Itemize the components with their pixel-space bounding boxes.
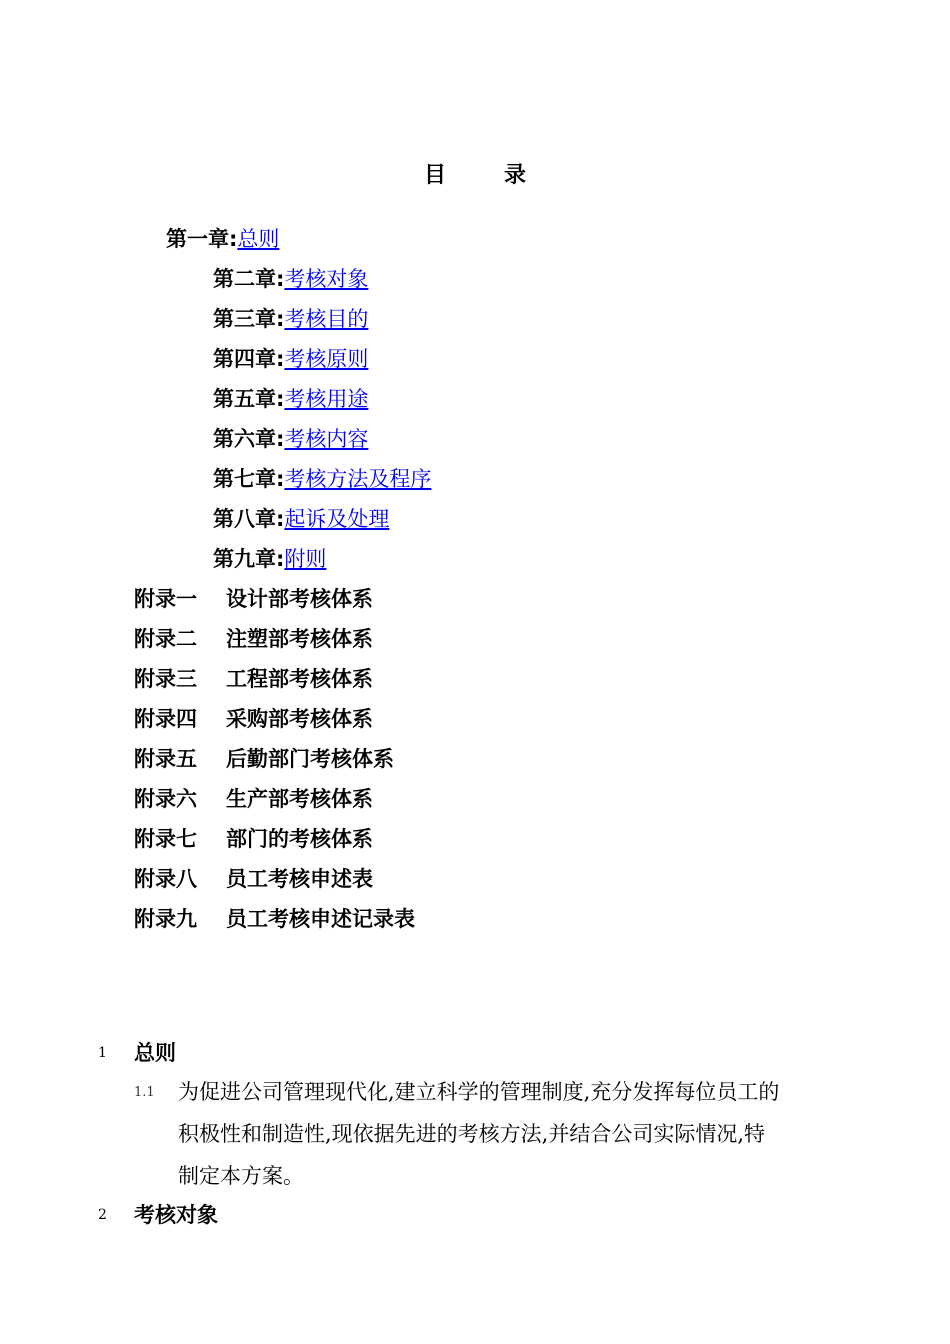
toc-chapter: 第五章: xyxy=(213,387,285,411)
toc-item-7 xyxy=(213,464,431,494)
paragraph-line: 积极性和制造性,现依据先进的考核方法,并结合公司实际情况,特 xyxy=(178,1122,766,1146)
paragraph-line: 为促进公司管理现代化,建立科学的管理制度,充分发挥每位员工的 xyxy=(178,1080,780,1104)
toc-chapter: 第七章: xyxy=(213,467,285,491)
section-number: 2 xyxy=(98,1207,107,1223)
paragraph-line: 制定本方案。 xyxy=(178,1164,304,1188)
appendix-item xyxy=(134,624,373,654)
appendix-item xyxy=(134,784,373,814)
toc-link-appeals[interactable]: 起诉及处理 xyxy=(284,507,390,531)
toc-item-2 xyxy=(213,264,368,294)
appendix-number: 附录七 xyxy=(134,827,197,851)
toc-chapter: 第八章: xyxy=(213,507,285,531)
appendix-item xyxy=(134,864,373,894)
appendix-number: 附录六 xyxy=(134,787,197,811)
toc-link-content[interactable]: 考核内容 xyxy=(284,427,369,451)
toc-link-purpose[interactable]: 考核目的 xyxy=(284,307,369,331)
appendix-item xyxy=(134,824,373,854)
appendix-name: 工程部考核体系 xyxy=(226,667,373,691)
section-paragraph xyxy=(178,1071,858,1197)
appendix-name: 后勤部门考核体系 xyxy=(226,747,394,771)
appendix-number: 附录九 xyxy=(134,907,197,931)
appendix-item xyxy=(134,904,415,934)
appendix-name: 员工考核申述表 xyxy=(226,867,373,891)
toc-chapter: 第六章: xyxy=(213,427,285,451)
toc-item-1 xyxy=(166,224,279,254)
page-title xyxy=(0,158,950,189)
toc-link-methods[interactable]: 考核方法及程序 xyxy=(284,467,432,491)
appendix-name: 注塑部考核体系 xyxy=(226,627,373,651)
appendix-item xyxy=(134,664,373,694)
toc-link-supplementary[interactable]: 附则 xyxy=(284,547,327,571)
title-right: 录 xyxy=(504,163,527,188)
subsection-number: 1.1 xyxy=(134,1085,155,1100)
appendix-name: 采购部考核体系 xyxy=(226,707,373,731)
appendix-item xyxy=(134,744,394,774)
toc-item-6 xyxy=(213,424,368,454)
toc-chapter: 第九章: xyxy=(213,547,285,571)
section-title: 考核对象 xyxy=(134,1203,218,1227)
toc-item-8 xyxy=(213,504,389,534)
toc-link-objects[interactable]: 考核对象 xyxy=(284,267,369,291)
appendix-item xyxy=(134,704,373,734)
appendix-number: 附录四 xyxy=(134,707,197,731)
appendix-number: 附录三 xyxy=(134,667,197,691)
appendix-name: 生产部考核体系 xyxy=(226,787,373,811)
toc-link-general[interactable]: 总则 xyxy=(237,227,280,251)
toc-link-principles[interactable]: 考核原则 xyxy=(284,347,369,371)
section-number: 1 xyxy=(98,1045,107,1061)
appendix-name: 部门的考核体系 xyxy=(226,827,373,851)
appendix-name: 员工考核申述记录表 xyxy=(226,907,415,931)
toc-chapter: 第二章: xyxy=(213,267,285,291)
toc-chapter: 第四章: xyxy=(213,347,285,371)
toc-item-3 xyxy=(213,304,368,334)
toc-chapter: 第三章: xyxy=(213,307,285,331)
appendix-number: 附录五 xyxy=(134,747,197,771)
appendix-number: 附录一 xyxy=(134,587,197,611)
appendix-name: 设计部考核体系 xyxy=(226,587,373,611)
toc-link-usage[interactable]: 考核用途 xyxy=(284,387,369,411)
appendix-item xyxy=(134,584,373,614)
toc-chapter: 第一章: xyxy=(166,227,238,251)
toc-item-4 xyxy=(213,344,368,374)
section-title: 总则 xyxy=(134,1041,176,1065)
appendix-number: 附录二 xyxy=(134,627,197,651)
toc-item-9 xyxy=(213,544,326,574)
appendix-number: 附录八 xyxy=(134,867,197,891)
toc-item-5 xyxy=(213,384,368,414)
title-left: 目 xyxy=(423,163,446,188)
